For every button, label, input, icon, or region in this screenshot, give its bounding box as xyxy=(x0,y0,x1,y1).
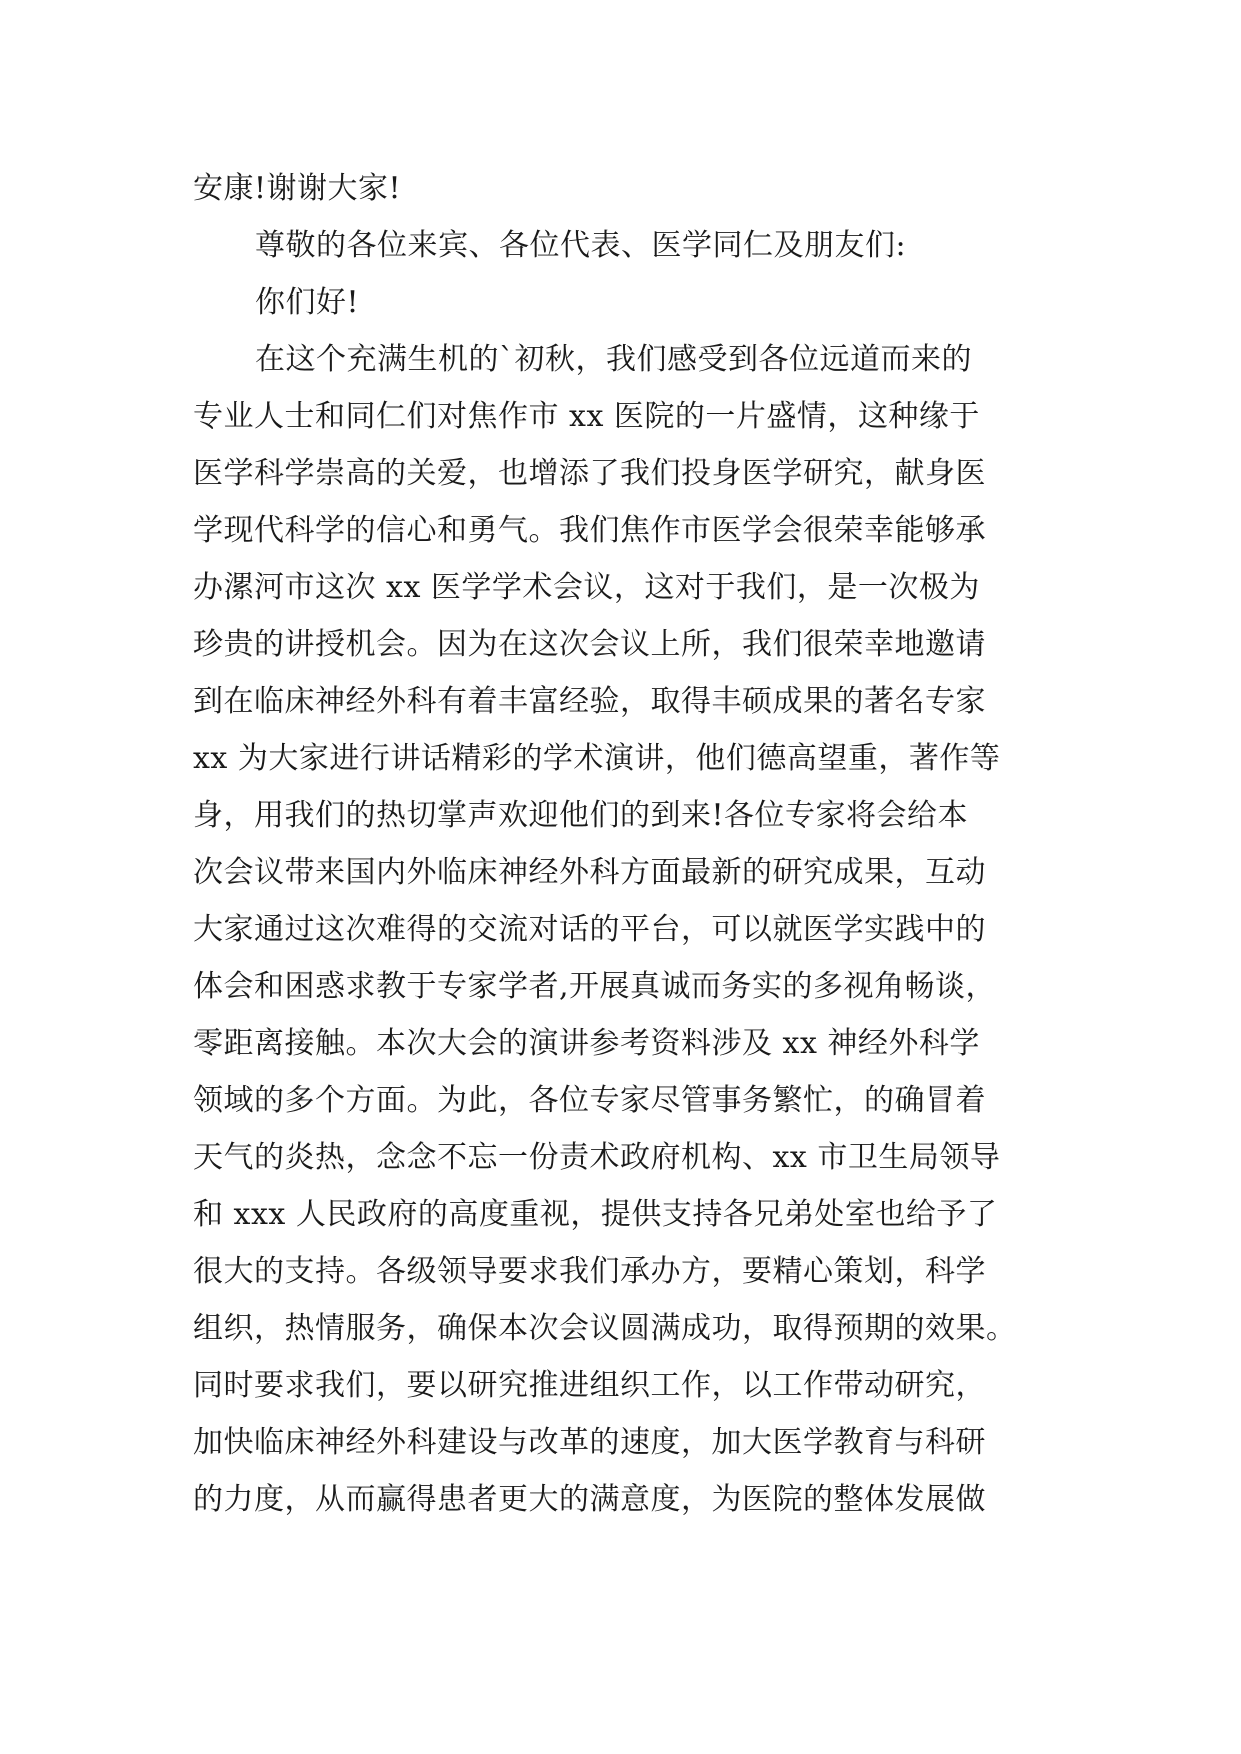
text-line: 同时要求我们，要以研究推进组织工作，以工作带动研究， xyxy=(193,1368,986,1403)
text-line: 大家通过这次难得的交流对话的平台，可以就医学实践中的 xyxy=(193,912,986,947)
text-line: 体会和困惑求教于专家学者,开展真诚而务实的多视角畅谈， xyxy=(193,969,997,1004)
text-line: 专业人士和同仁们对焦作市 xx 医院的一片盛情，这种缘于 xyxy=(193,399,980,434)
text-line: 到在临床神经外科有着丰富经验，取得丰硕成果的著名专家 xyxy=(193,684,986,719)
text-line: 次会议带来国内外临床神经外科方面最新的研究成果，互动 xyxy=(193,855,986,890)
text-line: 组织，热情服务，确保本次会议圆满成功，取得预期的效果。 xyxy=(193,1311,1017,1346)
text-line: 在这个充满生机的`初秋，我们感受到各位远道而来的 xyxy=(255,342,972,377)
greeting-line: 你们好! xyxy=(255,285,360,320)
text-line: 珍贵的讲授机会。因为在这次会议上所，我们很荣幸地邀请 xyxy=(193,627,986,662)
text-line: 天气的炎热，念念不忘一份责术政府机构、xx 市卫生局领导 xyxy=(193,1140,1001,1175)
text-line: 很大的支持。各级领导要求我们承办方，要精心策划，科学 xyxy=(193,1254,986,1289)
text-line: xx 为大家进行讲话精彩的学术演讲，他们德高望重，著作等 xyxy=(193,741,1001,776)
text-line: 的力度，从而赢得患者更大的满意度，为医院的整体发展做 xyxy=(193,1482,986,1517)
text-line: 办漯河市这次 xx 医学学术会议，这对于我们，是一次极为 xyxy=(193,570,980,605)
text-line: 和 xxx 人民政府的高度重视，提供支持各兄弟处室也给予了 xyxy=(193,1197,998,1232)
text-line: 身，用我们的热切掌声欢迎他们的到来!各位专家将会给本 xyxy=(193,798,969,833)
body-text xyxy=(193,160,1053,1528)
text-line: 安康!谢谢大家! xyxy=(193,171,402,206)
text-line: 加快临床神经外科建设与改革的速度，加大医学教育与科研 xyxy=(193,1425,986,1460)
text-line: 学现代科学的信心和勇气。我们焦作市医学会很荣幸能够承 xyxy=(193,513,986,548)
text-line: 领域的多个方面。为此，各位专家尽管事务繁忙，的确冒着 xyxy=(193,1083,986,1118)
text-line: 零距离接触。本次大会的演讲参考资料涉及 xx 神经外科学 xyxy=(193,1026,980,1061)
salutation-line: 尊敬的各位来宾、各位代表、医学同仁及朋友们: xyxy=(255,228,907,263)
text-line: 医学科学崇高的关爱，也增添了我们投身医学研究，献身医 xyxy=(193,456,986,491)
